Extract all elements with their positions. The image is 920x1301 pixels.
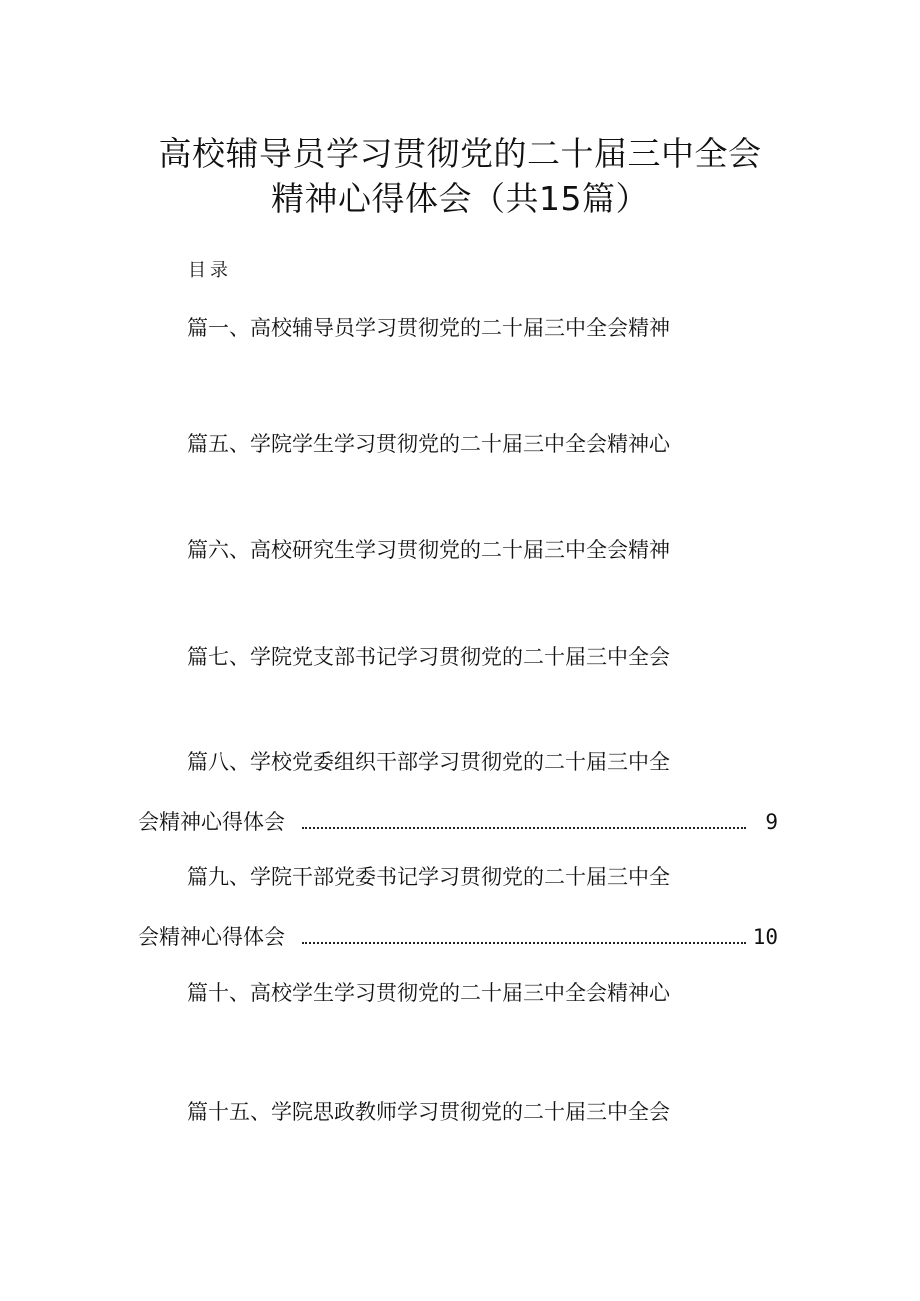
toc-entry-6[interactable]: 篇六、高校研究生学习贯彻党的二十届三中全会精神 xyxy=(187,538,670,562)
toc-entry-9-continuation-text: 会精神心得体会 xyxy=(138,925,285,949)
toc-entry-9-continuation[interactable] xyxy=(138,922,778,952)
toc-entry-10[interactable]: 篇十、高校学生学习贯彻党的二十届三中全会精神心 xyxy=(187,981,670,1005)
toc-entry-5[interactable]: 篇五、学院学生学习贯彻党的二十届三中全会精神心 xyxy=(187,432,670,456)
toc-entry-9[interactable]: 篇九、学院干部党委书记学习贯彻党的二十届三中全 xyxy=(187,865,670,889)
toc-entry-1[interactable]: 篇一、高校辅导员学习贯彻党的二十届三中全会精神 xyxy=(187,316,670,340)
dot-leader xyxy=(302,827,746,829)
toc-entry-8-continuation-text: 会精神心得体会 xyxy=(138,810,285,834)
toc-entry-8[interactable]: 篇八、学校党委组织干部学习贯彻党的二十届三中全 xyxy=(187,750,670,774)
toc-entry-8-continuation[interactable] xyxy=(138,807,778,837)
toc-entry-15[interactable]: 篇十五、学院思政教师学习贯彻党的二十届三中全会 xyxy=(187,1100,670,1124)
toc-entry-8-page-number: 9 xyxy=(765,810,778,834)
toc-entry-9-page-number: 10 xyxy=(752,925,778,949)
toc-heading: 目录 xyxy=(188,260,232,281)
dot-leader xyxy=(302,942,746,944)
document-title-line-2: 精神心得体会（共15篇） xyxy=(271,179,649,218)
document-title-line-1: 高校辅导员学习贯彻党的二十届三中全会 xyxy=(158,134,762,173)
toc-entry-7[interactable]: 篇七、学院党支部书记学习贯彻党的二十届三中全会 xyxy=(187,645,670,669)
